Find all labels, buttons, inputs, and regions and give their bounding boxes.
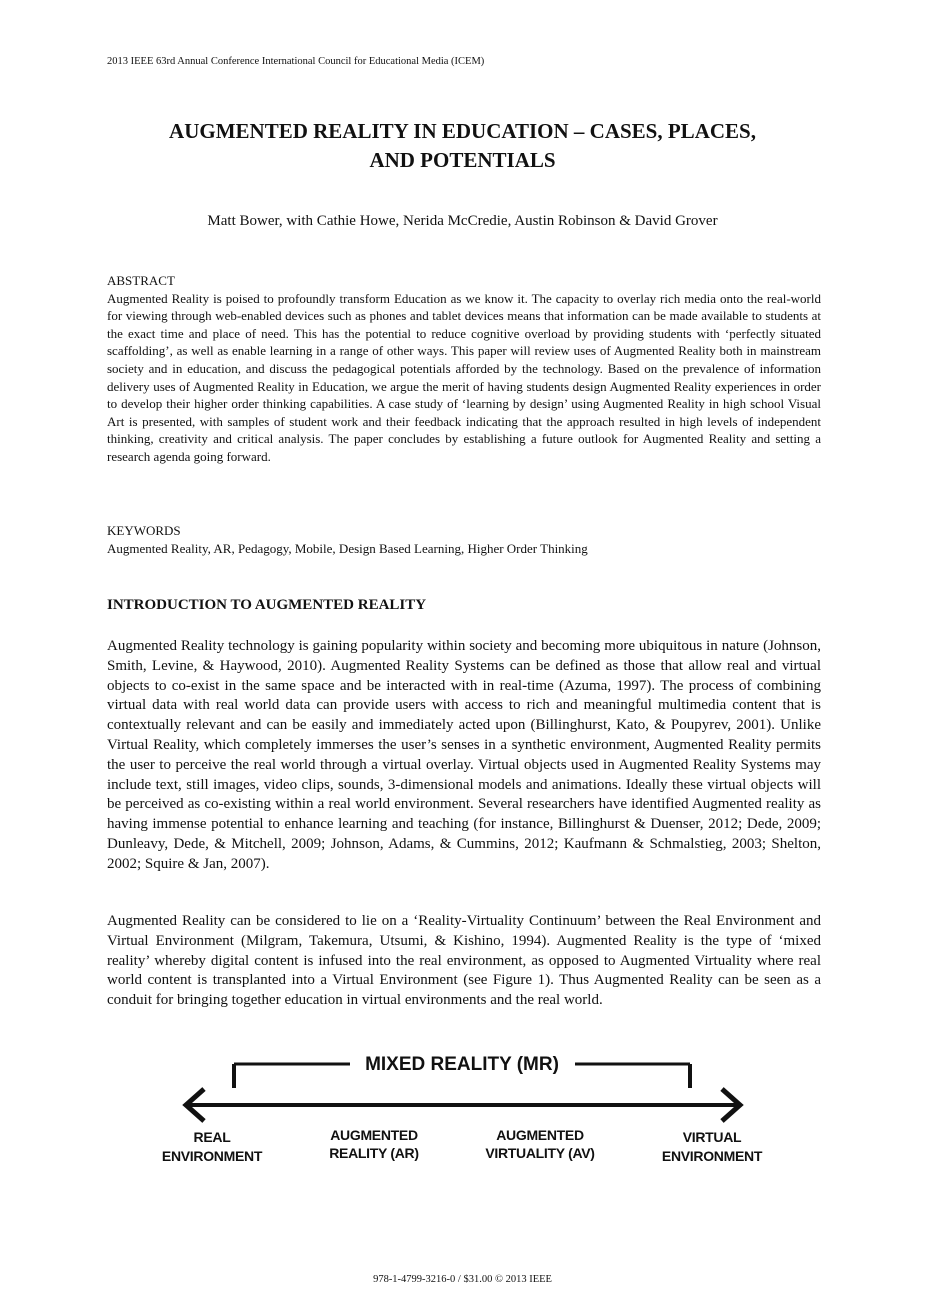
label-virtual-2: ENVIRONMENT [661,1148,763,1164]
label-ar-2: REALITY (AR) [329,1145,419,1161]
label-av-2: VIRTUALITY (AV) [485,1145,595,1161]
label-ar-1: AUGMENTED [330,1127,418,1143]
title-line-2: AND POTENTIALS [369,148,556,172]
paper-title [60,117,865,175]
keywords-text: Augmented Reality, AR, Pedagogy, Mobile, Design Based Learning, Higher Order Thinking [107,540,588,556]
label-real-2: ENVIRONMENT [161,1148,263,1164]
intro-paragraph-2: Augmented Reality can be considered to lie on a ‘Reality-Virtuality Continuum’ between the Real Environment and Virtual Environment (Milgram, Takemura, Utsumi, & Kishino, 1994). Augmented Reality is the type of ‘mixed reality’ whereby digital content is infused into the real environment, as opposed to Augmented Virtuality where real world content is transplanted into a Virtual Environment (see Figure 1). Thus Augmented Reality can be seen as a conduit for bringing together education in virtual environments and the real world. [107,913,821,1009]
conference-header: 2013 IEEE 63rd Annual Conference International Council for Educational Media (ICEM) [107,56,485,67]
page-footer: 978-1-4799-3216-0 / $31.00 © 2013 IEEE [373,1274,552,1285]
intro-paragraph-1: Augmented Reality technology is gaining popularity within society and becoming more ubiquitous in nature (Johnson, Smith, Levine, & Haywood, 2010). Augmented Reality Systems can be defined as those that allow real and virtual objects to co-exist in the same space and be interacted with in real-time (Azuma, 1997). The process of combining virtual data with real world data can provide users with access to rich and meaningful multimedia content that is contextually relevant and can be easily and immediately acted upon (Billinghurst, Kato, & Poupyrev, 2001). Unlike Virtual Reality, which completely immerses the user’s senses in a synthetic environment, Augmented Reality permits the user to perceive the real world through a virtual overlay. Virtual objects used in Augmented Reality Systems may include text, still images, video clips, sounds, 3-dimensional models and animations. Ideally these virtual objects will be perceived as co-existing within a real world environment. Several researchers have identified Augmented reality as having immense potential to enhance learning and teaching (for instance, Billinghurst & Duenser, 2012; Dede, 2009; Dunleavy, Dede, & Mitchell, 2009; Johnson, Adams, & Cummins, 2012; Kaufmann & Schmalstieg, 2003; Shelton, 2002; Squire & Jan, 2007). [107,638,821,872]
figure-title-mixed-reality: MIXED REALITY (MR) [365,1054,559,1075]
label-real-1: REAL [193,1129,231,1145]
abstract-section [107,272,821,466]
keywords-heading: KEYWORDS [107,523,181,538]
author-list: Matt Bower, with Cathie Howe, Nerida McCredie, Austin Robinson & David Grover [207,213,718,229]
label-virtual-1: VIRTUAL [682,1129,742,1145]
keywords-section [107,522,821,557]
label-av-1: AUGMENTED [496,1127,584,1143]
abstract-heading: ABSTRACT [107,273,175,288]
figure-1-reality-virtuality-continuum [150,1050,775,1175]
intro-heading: INTRODUCTION TO AUGMENTED REALITY [107,597,427,613]
title-line-1: AUGMENTED REALITY IN EDUCATION – CASES, PLACES, [169,119,756,143]
abstract-text: Augmented Reality is poised to profoundly transform Education as we know it. The capacity to overlay rich media onto the real-world for viewing through web-enabled devices such as phones and tablet devices means that information can be made available to students at the exact time and place of need. This has the potential to reduce cognitive overload by providing students with ‘perfectly situated scaffolding’, as well as enable learning in a range of other ways. This paper will review uses of Augmented Reality both in mainstream society and in education, and discuss the pedagogical potentials afforded by the technology. Based on the prevalence of information delivery uses of Augmented Reality in Education, we argue the merit of having students design Augmented Reality experiences in order to develop their higher order thinking capabilities. A case study of ‘learning by design’ using Augmented Reality in high school Visual Art is presented, with samples of student work and their feedback indicating that the approach resulted in high levels of independent thinking, creativity and critical analysis. The paper concludes by establishing a future outlook for Augmented Reality and setting a research agenda going forward. [107,290,821,464]
